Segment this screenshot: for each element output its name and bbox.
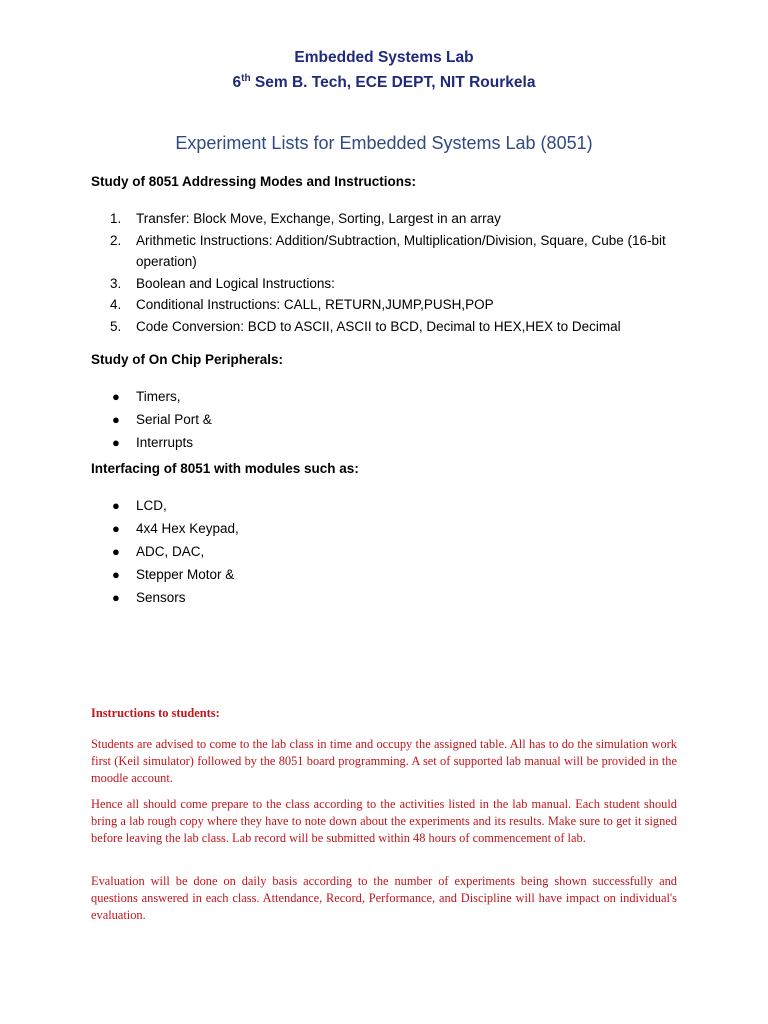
item-text: Stepper Motor & xyxy=(136,567,235,582)
interfacing-list xyxy=(0,494,768,609)
item-text: Code Conversion: BCD to ASCII, ASCII to BCD, Decimal to HEX,HEX to Decimal xyxy=(136,318,621,334)
semester-ordinal-suffix: th xyxy=(241,73,251,84)
document-title: Experiment Lists for Embedded Systems Lab (8051) xyxy=(175,133,593,153)
bullet-icon: ● xyxy=(112,498,120,513)
item-text: Conditional Instructions: CALL, RETURN,JUMP,PUSH,POP xyxy=(136,297,494,313)
list-item xyxy=(0,273,768,295)
item-text: 4x4 Hex Keypad, xyxy=(136,521,239,536)
list-item xyxy=(0,586,768,609)
interfacing-section-title: Interfacing of 8051 with modules such as: xyxy=(91,461,359,476)
bullet-icon: ● xyxy=(112,412,120,427)
list-item xyxy=(0,294,768,316)
lab-name-heading: Embedded Systems Lab xyxy=(294,49,474,66)
instructions-paragraph-1: Students are advised to come to the lab class in time and occupy the assigned table. All has to do the simulation work first (Keil simulator) followed by the 8051 board programming. A set of supported lab manual will be provided in the moodle account. xyxy=(91,737,677,785)
item-text: Timers, xyxy=(136,389,181,404)
item-text: Sensors xyxy=(136,590,186,605)
item-number: 4. xyxy=(110,297,122,313)
item-text: Serial Port & xyxy=(136,412,212,427)
list-item xyxy=(0,316,768,338)
item-text: ADC, DAC, xyxy=(136,544,205,559)
item-number: 5. xyxy=(110,318,122,334)
list-item xyxy=(0,494,768,517)
peripherals-list xyxy=(0,385,768,454)
bullet-icon: ● xyxy=(112,590,120,605)
item-number: 3. xyxy=(110,275,122,291)
bullet-icon: ● xyxy=(112,521,120,536)
item-text: Transfer: Block Move, Exchange, Sorting, Largest in an array xyxy=(136,211,501,226)
item-number: 2. xyxy=(110,232,122,248)
list-item xyxy=(0,230,768,273)
bullet-icon: ● xyxy=(112,567,120,582)
bullet-icon: ● xyxy=(112,389,120,404)
instructions-paragraph-3: Evaluation will be done on daily basis according to the number of experiments being shown successfully and questions answered in each class. Attendance, Record, Performance, and Discipline will have impact on individual's evaluation. xyxy=(91,874,677,922)
addressing-section-title: Study of 8051 Addressing Modes and Instructions: xyxy=(91,174,417,189)
semester-department: Sem B. Tech, ECE DEPT, NIT Rourkela xyxy=(250,74,536,91)
list-item xyxy=(0,431,768,454)
item-text: Arithmetic Instructions: Addition/Subtraction, Multiplication/Division, Square, Cube (16-bit operation) xyxy=(136,232,666,270)
item-text: LCD, xyxy=(136,498,167,513)
item-text: Interrupts xyxy=(136,435,194,450)
list-item xyxy=(0,517,768,540)
addressing-experiment-list xyxy=(0,208,768,338)
list-item xyxy=(0,563,768,586)
bullet-icon: ● xyxy=(112,435,120,450)
semester-heading xyxy=(0,74,768,92)
list-item xyxy=(0,208,768,230)
instructions-title: Instructions to students: xyxy=(91,706,220,720)
semester-number: 6 xyxy=(232,74,242,91)
list-item xyxy=(0,540,768,563)
list-item xyxy=(0,385,768,408)
item-number: 1. xyxy=(110,211,122,226)
item-text: Boolean and Logical Instructions: xyxy=(136,275,335,291)
list-item xyxy=(0,408,768,431)
instructions-paragraph-2: Hence all should come prepare to the class according to the activities listed in the lab manual. Each student should bring a lab rough copy where they have to note down about the experiments and its results. Make sure to get it signed before leaving the lab class. Lab record will be submitted within 48 hours of commencement of lab. xyxy=(91,797,677,845)
bullet-icon: ● xyxy=(112,544,120,559)
peripherals-section-title: Study of On Chip Peripherals: xyxy=(91,352,284,367)
